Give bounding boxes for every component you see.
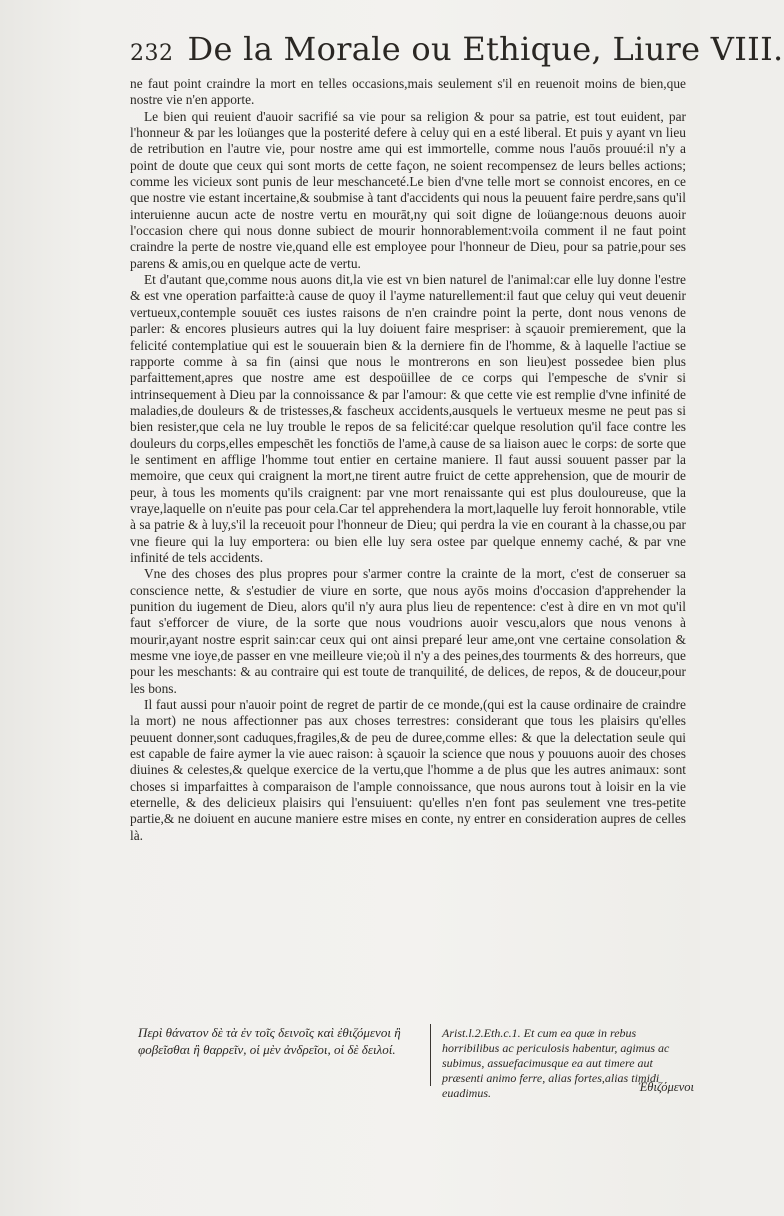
catchword: Ἐθιζόμενοι — [638, 1080, 694, 1094]
greek-quotation: Περὶ θάνατον δὲ τὰ ἐν τοῖς δεινοῖς καὶ ἐθιζόμενοι ἢ φοβεῖσθαι ἢ θαρρεῖν, οἱ μὲν ἀνδρεῖοι, οἱ δὲ δειλοί. — [138, 1025, 401, 1057]
running-title: De la Morale ou Ethique, Liure VIII. — [187, 30, 784, 68]
page-header — [130, 30, 784, 78]
paragraph: Vne des choses des plus propres pour s'armer contre la crainte de la mort, c'est de conseruer sa conscience nette, & s'estudier de viure en sorte, que nous ayōs moins d'occasion d'apprehender la punition du iugement de Dieu, alors qu'il n'y aura plus lieu de repentence: c'est à dire en vn mot qu'il faut s'efforcer de viure, de la sorte que nous voudrions auoir vescu,alors que nous venons à mourir,ayant nostre esprit sain:car ceux qui ont ainsi preparé leur ame,ont vne certaine consolation & mesme vne ioye,de passer en vne meilleure vie;où il n'y a des peines,des tourments & des horreurs, que pour les meschants: & au contraire qui est toute de tranquilité, de delices, de repos, & de douceur,pour les bons. — [130, 566, 686, 696]
paragraph-continuation: ne faut point craindre la mort en telles occasions,mais seulement s'il en reuenoit moins de bien,que nostre vie n'en apporte. — [130, 76, 686, 108]
paragraph: Et d'autant que,comme nous auons dit,la vie est vn bien naturel de l'animal:car elle luy donne l'estre & est vne operation parfaitte:à cause de quoy il l'ayme naturellement:il faut que celuy qui veut deuenir vertueux,contemple souuēt ces iustes raisons de n'en craindre point la perte, dont nous venons de parler: & encores plusieurs autres qui la luy doiuent faire mespriser: à sçauoir premierement, que la felicité contemplatiue qui est le souuerain bien & la derniere fin de l'homme, & à laquelle l'actiue se rapporte comme à sa fin (ainsi que nous le montrerons en son lieu)est possedee bien plus parfaittement,apres que nostre ame est despoüillee de ce corps qui l'empesche de s'vnir si intrinsequement à Dieu par la connoissance & par l'amour: & que cette vie est remplie d'vne infinité de maladies,de douleurs & de tristesses,& fascheux accidents,ausquels le vertueux mesme ne peut pas si bien resister,que cela ne luy trouble le repos de sa felicité:car quelque resolution qu'il face contre les douleurs du corps,elles empeschēt les fonctiōs de l'ame,à cause de sa liaison auec le corps: de sorte que le sentiment en afflige l'homme tout entier en certaine maniere. Il faut aussi souuent passer par la memoire, que ceux qui craignent la mort,ne tirent autre fruict de cette apprehension, que de mourir de peur, à tous les moments qu'ils craignent: par vne mort renaissante qui est plus douloureuse, que la vraye,laquelle on n'euite pas pour cela.Car tel apprehendera la mort,laquelle luy feroit honnorable, vtile à sa patrie & à luy,s'il la receuoit pour l'honneur de Dieu; qui perdra la vie en courant à la chasse,ou par vne fieure qui la luy emportera: ou bien elle luy sera ostee par quelque ennemy caché, & par vne infinité de tels accidents. — [130, 272, 686, 565]
footnotes — [130, 1018, 690, 1128]
page-number: 232 — [130, 41, 174, 66]
paragraph: Il faut aussi pour n'auoir point de regret de partir de ce monde,(qui est la cause ordinaire de craindre la mort) ne nous affectionner pas aux choses terrestres: considerant que tous les plaisirs qu'elles peuuent donner,sont caduques,fragiles,& de peu de duree,comme elles: & que la delectation seule qui est capable de faire aymer la vie auec raison: à sçauoir la science que nous y pouuons auoir des choses diuines & celestes,& quelque exercice de la vertu,que l'homme a de plus que les autres animaux: sont choses si imparfaittes à comparaison de l'ample connoissance, que nous aurons tout à loisir en la vie eternelle, & des delicieux plaisirs qui l'ensuiuent: qu'elles n'en font pas seulement vne tres-petite partie,& ne doiuent en aucune maniere estre mises en conte, ny entrer en consideration aupres de celles là. — [130, 697, 686, 843]
paragraph: Le bien qui reuient d'auoir sacrifié sa vie pour sa religion & pour sa patrie, est tout euident, par l'honneur & par les loüanges que la posterité defere à celuy qui en a esté liberal. Et puis y ayant vn lieu de retribution en l'autre vie, pour nostre ame qui est immortelle, comme nous l'auōs prouué:il n'y a point de doute que ceux qui sont morts de cette façon, ne soient recompensez de leurs belles actions; comme les vicieux sont punis de leur meschanceté.Le bien d'vne telle mort se connoist encores, en ce que nostre vie estant incertaine,& soubmise à tant d'accidents qui nous la peuuent faire perdre,sans qu'il interuienne aucun acte de nostre vertu en mourāt,ny qui soit digne de loüange:nous deuons auoir l'occasion chere qui nous donne subiect de mourir honnorablement:voila comment il ne faut point craindre la perte de nostre vie,quand elle est employee pour l'honneur de Dieu, pour sa patrie,pour ses parens & amis,ou en quelque acte de vertu. — [130, 108, 686, 271]
note-divider — [430, 1024, 431, 1086]
latin-citation: Arist.l.2.Eth.c.1. Et cum ea quæ in rebus horribilibus ac periculosis habentur, agimus ac subimus, assuefacimusque ea aut timere aut præsenti animo ferre, alias fortes,alias timidi euadimus. — [442, 1026, 670, 1100]
body-text — [130, 76, 686, 844]
